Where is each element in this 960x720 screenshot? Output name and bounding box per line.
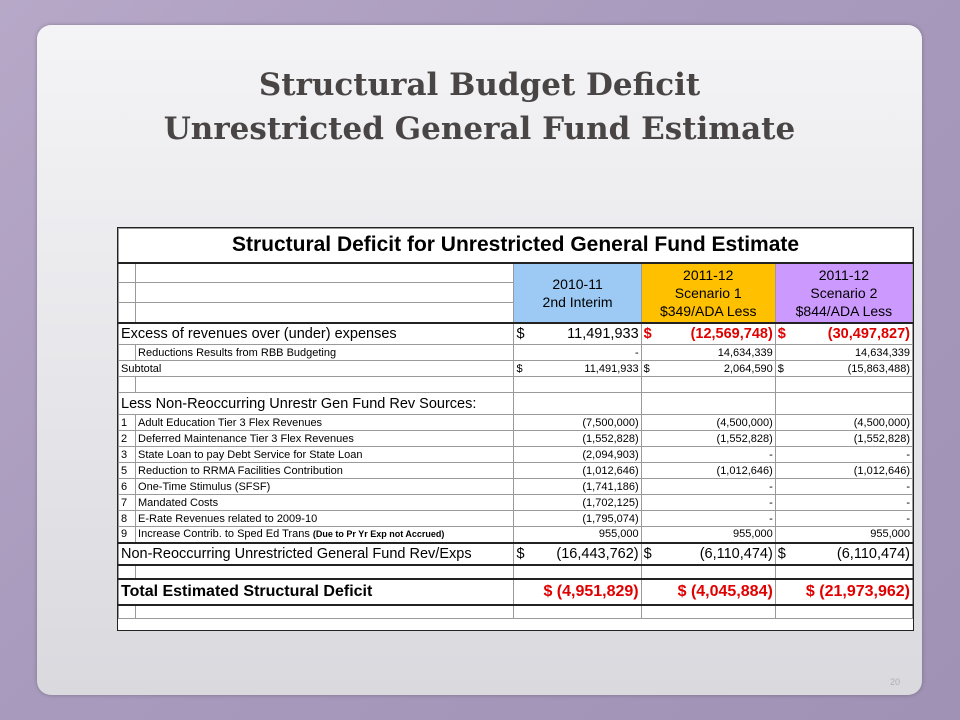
table-row: 8 E-Rate Revenues related to 2009-10 (1,795,074) - - <box>119 511 913 527</box>
item-note: (Due to Pr Yr Exp not Accrued) <box>312 529 445 540</box>
slide-title-line1: Structural Budget Deficit <box>258 67 701 103</box>
subtotal-scenario1: $ 2,064,590 <box>641 361 775 377</box>
column-header-scenario2: 2011-12 Scenario 2 $844/ADA Less <box>775 263 912 323</box>
excess-row <box>119 323 913 345</box>
subtotal-row <box>119 361 913 377</box>
subtotal-scenario2: $ (15,863,488) <box>775 361 912 377</box>
table-row: 9 Increase Contrib. to Sped Ed Trans (Due to Pr Yr Exp not Accrued) 955,000 955,000 955,000 <box>119 527 913 543</box>
reductions-scenario1: 14,634,339 <box>641 345 775 361</box>
excess-scenario2: $ (30,497,827) <box>775 323 912 345</box>
total-row <box>119 579 913 605</box>
nonreoccurring-row <box>119 543 913 565</box>
table-row: 6 One-Time Stimulus (SFSF) (1,741,186) - - <box>119 479 913 495</box>
sheet-title-row <box>119 229 913 263</box>
excess-2010: $ 11,491,933 <box>514 323 641 345</box>
column-header-2010: 2010-11 2nd Interim <box>514 263 641 323</box>
subtotal-label: Subtotal <box>119 361 514 377</box>
subtotal-2010: $ 11,491,933 <box>514 361 641 377</box>
header-row-1 <box>119 263 913 283</box>
nonreoccurring-scenario1: $ (6,110,474) <box>641 543 775 565</box>
nonreoccurring-label: Non-Reoccurring Unrestricted General Fund Rev/Exps <box>119 543 514 565</box>
less-header-label: Less Non-Reoccurring Unrestr Gen Fund Rev Sources: <box>119 393 514 415</box>
reductions-label: Reductions Results from RBB Budgeting <box>136 345 514 361</box>
spreadsheet <box>117 227 914 631</box>
reductions-scenario2: 14,634,339 <box>775 345 912 361</box>
deficit-table <box>118 228 913 619</box>
slide-title <box>37 63 922 151</box>
slide <box>37 25 922 695</box>
excess-scenario1: $ (12,569,748) <box>641 323 775 345</box>
table-row: 3 State Loan to pay Debt Service for State Loan (2,094,903) - - <box>119 447 913 463</box>
table-row: 2 Deferred Maintenance Tier 3 Flex Revenues (1,552,828) (1,552,828) (1,552,828) <box>119 431 913 447</box>
total-scenario2: $ (21,973,962) <box>775 579 912 605</box>
table-row: 7 Mandated Costs (1,702,125) - - <box>119 495 913 511</box>
sheet-title: Structural Deficit for Unrestricted General Fund Estimate <box>119 229 913 263</box>
page-number: 20 <box>889 677 900 687</box>
table-row: 5 Reduction to RRMA Facilities Contribution (1,012,646) (1,012,646) (1,012,646) <box>119 463 913 479</box>
reductions-row <box>119 345 913 361</box>
spacer-row <box>119 565 913 579</box>
nonreoccurring-scenario2: $ (6,110,474) <box>775 543 912 565</box>
total-label: Total Estimated Structural Deficit <box>119 579 514 605</box>
bottom-blank-row <box>119 605 913 619</box>
excess-label: Excess of revenues over (under) expenses <box>119 323 514 345</box>
total-2010: $ (4,951,829) <box>514 579 641 605</box>
reductions-2010: - <box>514 345 641 361</box>
nonreoccurring-2010: $ (16,443,762) <box>514 543 641 565</box>
column-header-scenario1: 2011-12 Scenario 1 $349/ADA Less <box>641 263 775 323</box>
table-row: 1 Adult Education Tier 3 Flex Revenues (7,500,000) (4,500,000) (4,500,000) <box>119 415 913 431</box>
blank-row <box>119 377 913 393</box>
slide-title-line2: Unrestricted General Fund Estimate <box>163 111 796 147</box>
less-header-row <box>119 393 913 415</box>
total-scenario1: $ (4,045,884) <box>641 579 775 605</box>
